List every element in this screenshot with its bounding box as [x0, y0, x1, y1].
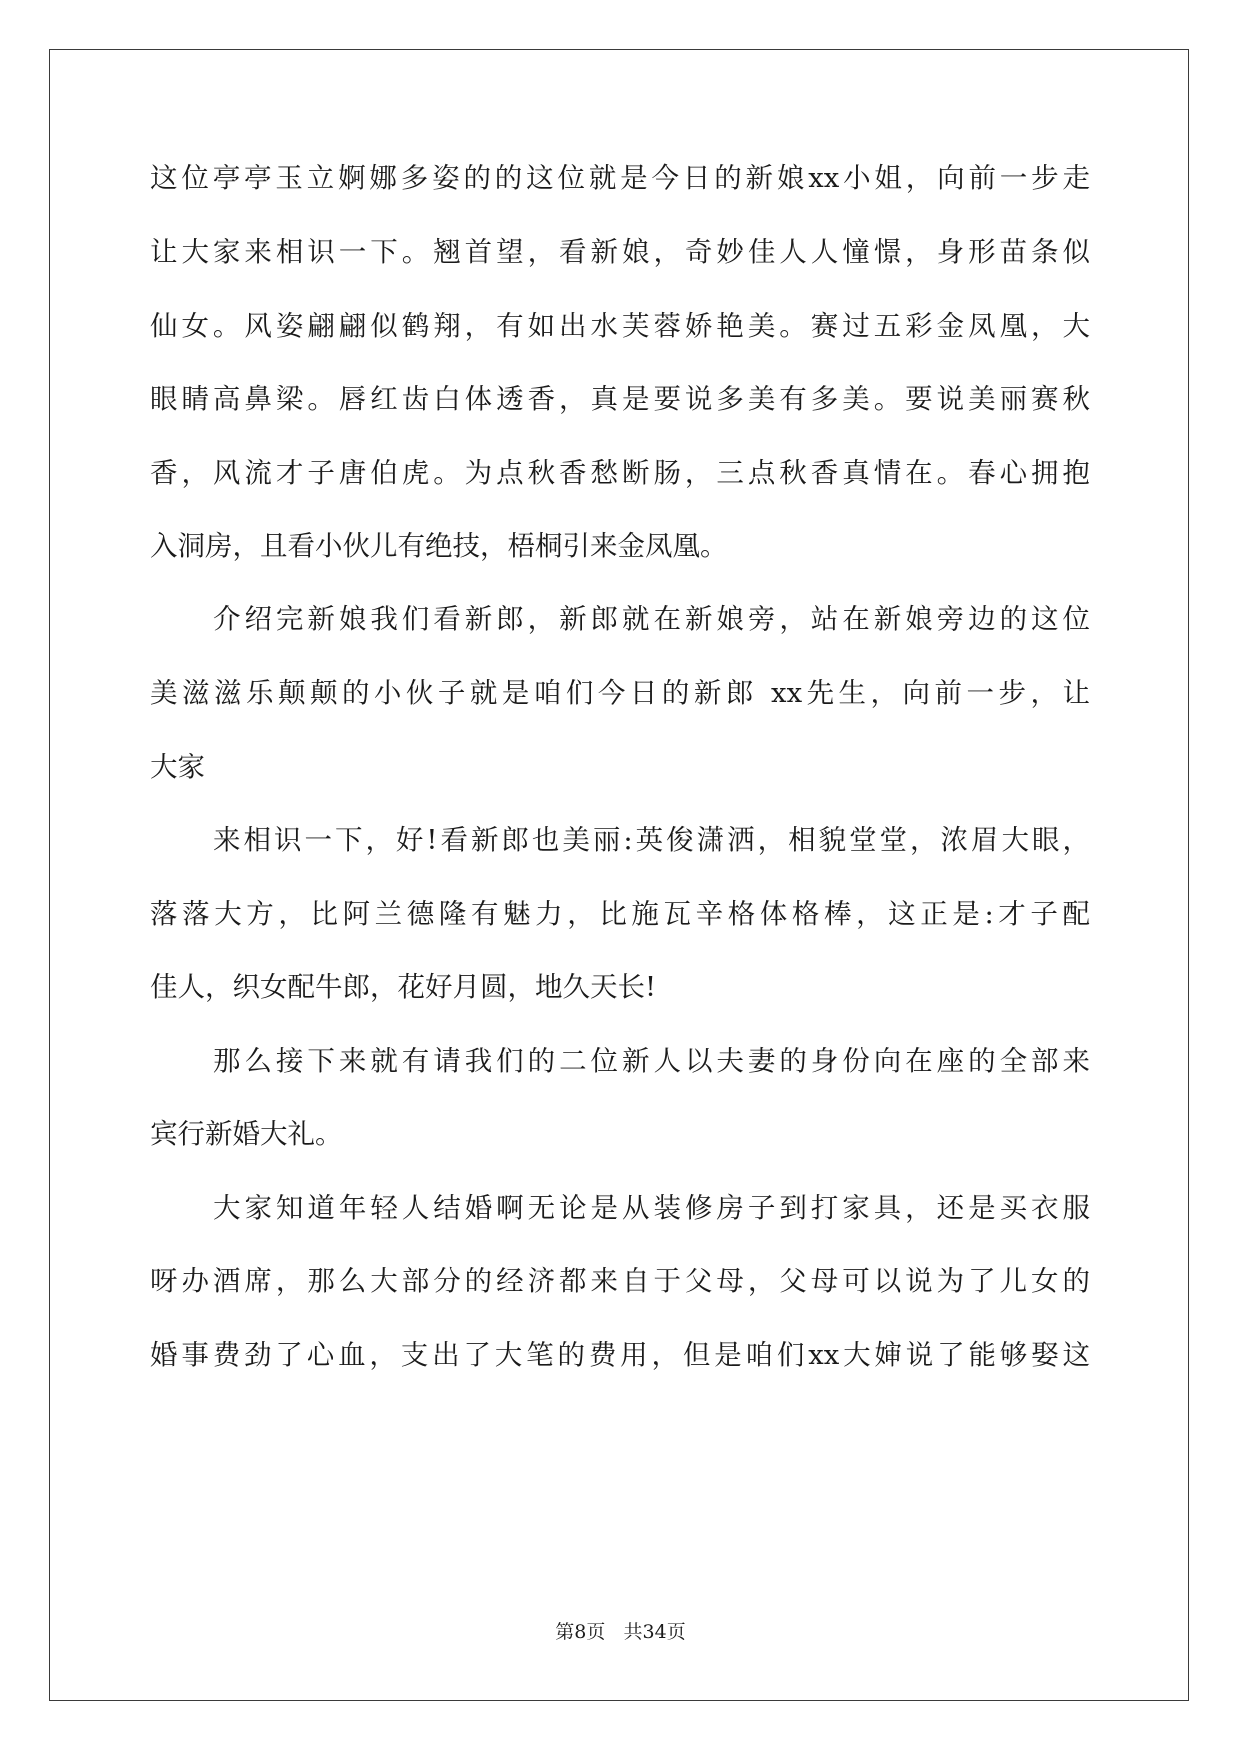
text-line: 宾行新婚大礼。 [150, 1118, 343, 1150]
text-line: 婚事费劲了心血，支出了大笔的费用，但是咱们xx大婶说了能够娶这 [150, 1339, 1090, 1371]
paragraph-first-line: 那么接下来就有请我们的二位新人以夫妻的身份向在座的全部来 [213, 1045, 1090, 1077]
text-line: 呀办酒席，那么大部分的经济都来自于父母，父母可以说为了儿女的 [150, 1265, 1090, 1297]
text-line: 让大家来相识一下。翘首望，看新娘，奇妙佳人人憧憬，身形苗条似 [150, 236, 1090, 268]
paragraph-first-line: 介绍完新娘我们看新郎，新郎就在新娘旁，站在新娘旁边的这位 [213, 603, 1090, 635]
page-frame [49, 49, 1189, 1701]
text-line: 仙女。风姿翩翩似鹤翔，有如出水芙蓉娇艳美。赛过五彩金凤凰，大 [150, 310, 1090, 342]
text-line: 香，风流才子唐伯虎。为点秋香愁断肠，三点秋香真情在。春心拥抱 [150, 457, 1090, 489]
text-line: 大家 [150, 751, 205, 783]
page-footer [0, 1617, 1241, 1644]
page-total: 共34页 [623, 1621, 686, 1643]
text-line: 落落大方，比阿兰德隆有魅力，比施瓦辛格体格棒，这正是:才子配 [150, 898, 1090, 930]
text-line: 入洞房，且看小伙儿有绝技，梧桐引来金凤凰。 [150, 530, 728, 562]
text-line: 这位亭亭玉立婀娜多姿的的这位就是今日的新娘xx小姐，向前一步走 [150, 162, 1090, 194]
text-line: 眼睛高鼻梁。唇红齿白体透香，真是要说多美有多美。要说美丽赛秋 [150, 383, 1090, 415]
paragraph-first-line: 来相识一下，好!看新郎也美丽:英俊潇洒，相貌堂堂，浓眉大眼， [213, 824, 1090, 856]
paragraph-first-line: 大家知道年轻人结婚啊无论是从装修房子到打家具，还是买衣服 [213, 1192, 1090, 1224]
text-line: 美滋滋乐颠颠的小伙子就是咱们今日的新郎 xx先生，向前一步，让 [150, 677, 1090, 709]
page-number: 第8页 [555, 1621, 606, 1643]
text-line: 佳人，织女配牛郎，花好月圆，地久天长! [150, 971, 657, 1003]
